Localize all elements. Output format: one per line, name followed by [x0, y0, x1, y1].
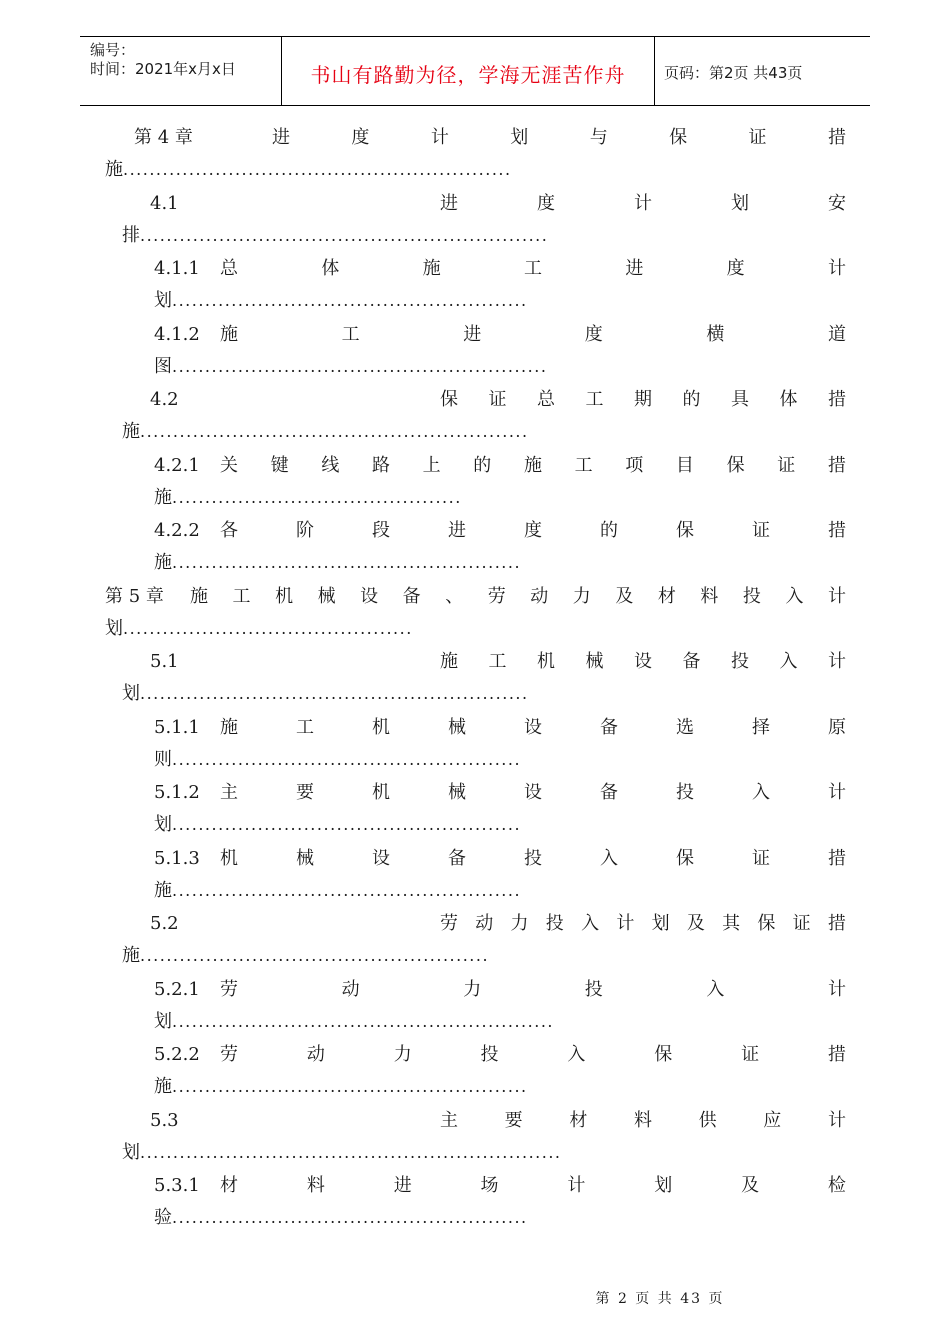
toc-title-char: 计: [634, 193, 652, 214]
toc-title-char: 供: [698, 1110, 717, 1131]
toc-title-char: 施: [220, 717, 238, 738]
toc-title-char: 机: [537, 651, 555, 672]
toc-title-char: 机: [372, 717, 390, 738]
toc-title-char: 设: [634, 651, 652, 672]
toc-title-char: 措: [827, 1044, 846, 1065]
toc-title-char: 保: [676, 520, 694, 541]
toc-entry-number: 4.2.2: [154, 520, 200, 541]
toc-leader: [154, 1205, 528, 1231]
toc-title-char: 划: [731, 193, 749, 214]
toc-title-char: 总: [537, 389, 555, 410]
toc-title-char: 线: [321, 455, 340, 476]
toc-leader: [122, 943, 489, 969]
toc-title-char: 计: [430, 127, 449, 148]
toc-title-tail: 施: [122, 945, 140, 966]
toc-title-char: 动: [530, 586, 549, 607]
toc-title-char: 措: [827, 127, 846, 148]
toc-title-char: 工: [574, 455, 593, 476]
toc-leader-dots: ..........................................................: [172, 1012, 554, 1031]
toc-title-char: 设: [372, 848, 390, 869]
toc-leader-dots: ......................................................: [172, 291, 528, 310]
toc-title-char: 保: [654, 1044, 673, 1065]
toc-entry-number: 5.1.2: [154, 782, 200, 803]
toc-leader-dots: .....................................................: [172, 815, 522, 834]
toc-title-char: 进: [272, 127, 290, 148]
toc-title-char: 计: [827, 1110, 846, 1131]
toc-title-char: 机: [275, 586, 294, 607]
toc-title-tail: 施: [154, 487, 172, 508]
toc-title-char: 划: [510, 127, 529, 148]
toc-title-char: 应: [763, 1110, 782, 1131]
toc-title-char: 横: [706, 324, 725, 345]
toc-title-char: 械: [296, 848, 314, 869]
toc-title-char: 度: [726, 258, 745, 279]
toc-leader: [122, 681, 529, 707]
toc-title-char: 主: [220, 782, 238, 803]
toc-title-char: 施: [220, 324, 238, 345]
toc-title-char: 入: [706, 979, 725, 1000]
toc-leader: [154, 878, 521, 904]
toc-title-char: 体: [779, 389, 798, 410]
toc-title-char: 动: [306, 1044, 325, 1065]
toc-title-tail: 划: [122, 683, 140, 704]
toc-leader-dots: .....................................................: [172, 553, 522, 572]
toc-entry-title: [220, 255, 846, 283]
toc-entry-number: 5.2.1: [154, 979, 200, 1000]
toc-entry-number: 4.2: [150, 389, 179, 410]
toc-title-char: 投: [524, 848, 542, 869]
toc-title-char: 工: [232, 586, 251, 607]
toc-leader-dots: .....................................................: [140, 946, 490, 965]
toc-entry-title: [190, 583, 846, 611]
toc-entry-title: [440, 648, 846, 676]
toc-leader: [122, 223, 548, 249]
toc-title-char: 工: [523, 258, 542, 279]
toc-title-char: 机: [220, 848, 238, 869]
toc-title-char: 设: [524, 782, 542, 803]
toc-title-char: 进: [440, 193, 458, 214]
toc-title-char: 劳: [440, 913, 458, 934]
toc-title-tail: 施: [105, 159, 123, 180]
toc-title-char: 划: [651, 913, 670, 934]
toc-title-char: 保: [669, 127, 688, 148]
toc-title-char: 阶: [296, 520, 314, 541]
toc-title-char: 工: [585, 389, 604, 410]
toc-title-char: 施: [190, 586, 208, 607]
toc-title-char: 械: [585, 651, 604, 672]
toc-title-char: 关: [220, 455, 238, 476]
toc-title-char: 力: [510, 913, 529, 934]
toc-title-char: 材: [220, 1175, 238, 1196]
toc-leader-dots: ............................................: [123, 619, 413, 638]
toc-title-char: 安: [828, 193, 846, 214]
toc-title-char: 劳: [487, 586, 506, 607]
toc-title-char: 场: [480, 1175, 499, 1196]
header-meta: [90, 41, 236, 79]
toc-title-char: 择: [752, 717, 770, 738]
toc-leader: [154, 1009, 554, 1035]
toc-title-char: 原: [828, 717, 846, 738]
toc-title-char: 、: [445, 586, 464, 607]
toc-title-char: 力: [393, 1044, 412, 1065]
toc-title-char: 度: [584, 324, 603, 345]
toc-title-char: 械: [448, 717, 466, 738]
toc-entry-number: 5.3: [150, 1110, 179, 1131]
toc-title-tail: 划: [154, 1011, 172, 1032]
toc-title-char: 的: [600, 520, 618, 541]
toc-leader-dots: .....................................................: [172, 881, 522, 900]
toc-title-char: 体: [321, 258, 340, 279]
toc-title-char: 目: [675, 455, 694, 476]
toc-title-char: 措: [828, 848, 846, 869]
toc-leader: [122, 1140, 562, 1166]
toc-leader-dots: ............................................: [172, 488, 462, 507]
toc-title-char: 进: [625, 258, 644, 279]
code-label: 编号：: [90, 41, 136, 59]
toc-title-char: 度: [524, 520, 542, 541]
toc-title-char: 证: [748, 127, 767, 148]
toc-title-char: 检: [827, 1175, 846, 1196]
toc-entry-number: 4.1: [150, 193, 179, 214]
toc-entry-title: [440, 1107, 846, 1135]
toc-leader: [154, 812, 521, 838]
toc-title-char: 料: [633, 1110, 652, 1131]
toc-title-char: 计: [616, 913, 635, 934]
toc-title-char: 投: [480, 1044, 499, 1065]
toc-title-char: 入: [581, 913, 600, 934]
toc-leader: [154, 485, 462, 511]
toc-title-char: 措: [827, 913, 846, 934]
toc-title-char: 及: [741, 1175, 760, 1196]
toc-entry-title: [272, 124, 846, 152]
toc-entry-title: [440, 190, 846, 218]
toc-title-char: 机: [372, 782, 390, 803]
toc-title-tail: 划: [105, 618, 123, 639]
toc-title-char: 上: [422, 455, 441, 476]
toc-title-char: 入: [567, 1044, 586, 1065]
toc-title-char: 入: [785, 586, 804, 607]
toc-title-char: 计: [828, 782, 846, 803]
toc-title-tail: 划: [122, 1142, 140, 1163]
toc-title-char: 证: [488, 389, 507, 410]
toc-leader: [122, 419, 529, 445]
document-header: [80, 36, 870, 106]
toc-title-char: 料: [700, 586, 719, 607]
toc-title-char: 证: [792, 913, 811, 934]
motto: 书山有路勤为径，学海无涯苦作舟: [310, 63, 626, 87]
toc-title-char: 划: [654, 1175, 673, 1196]
toc-entry-title: [220, 1172, 846, 1200]
toc-title-tail: 则: [154, 749, 172, 770]
toc-title-char: 与: [589, 127, 608, 148]
toc-entry-title: [220, 976, 846, 1004]
toc-title-char: 力: [572, 586, 591, 607]
toc-title-char: 保: [676, 848, 694, 869]
toc-entry-title: [220, 1041, 846, 1069]
toc-title-char: 工: [488, 651, 507, 672]
toc-title-char: 动: [475, 913, 494, 934]
toc-title-tail: 施: [154, 880, 172, 901]
toc-title-char: 进: [463, 324, 482, 345]
toc-title-char: 劳: [220, 1044, 238, 1065]
header-divider: [654, 37, 655, 105]
toc-title-char: 总: [220, 258, 238, 279]
toc-title-char: 路: [371, 455, 390, 476]
toc-title-char: 主: [440, 1110, 458, 1131]
toc-title-char: 措: [827, 455, 846, 476]
time-label: 时间：2021年x月x日: [90, 60, 236, 78]
toc-title-char: 进: [393, 1175, 412, 1196]
toc-title-char: 的: [682, 389, 701, 410]
toc-title-char: 项: [625, 455, 644, 476]
toc-leader: [154, 550, 521, 576]
toc-leader-dots: ......................................................: [172, 1208, 528, 1227]
toc-title-tail: 划: [154, 814, 172, 835]
toc-title-char: 劳: [220, 979, 238, 1000]
toc-title-tail: 排: [122, 225, 140, 246]
toc-entry-title: [220, 517, 846, 545]
toc-title-char: 及: [615, 586, 634, 607]
toc-leader-dots: ......................................................: [172, 1077, 528, 1096]
toc-entry-number: 5.2: [150, 913, 179, 934]
toc-title-char: 键: [270, 455, 289, 476]
toc-title-char: 具: [731, 389, 749, 410]
toc-title-char: 期: [634, 389, 652, 410]
toc-title-char: 保: [757, 913, 776, 934]
toc-title-char: 备: [600, 782, 618, 803]
toc-title-char: 材: [569, 1110, 588, 1131]
toc-title-char: 投: [731, 651, 749, 672]
toc-title-char: 要: [504, 1110, 523, 1131]
toc-entry-title: [440, 386, 846, 414]
toc-title-char: 备: [448, 848, 466, 869]
toc-title-char: 施: [523, 455, 542, 476]
toc-title-char: 施: [422, 258, 441, 279]
toc-title-char: 料: [306, 1175, 325, 1196]
toc-title-char: 设: [360, 586, 379, 607]
toc-title-char: 投: [584, 979, 603, 1000]
toc-title-char: 材: [657, 586, 676, 607]
toc-leader-dots: .........................................................: [172, 357, 548, 376]
toc-entry-number: 5.3.1: [154, 1175, 200, 1196]
toc-title-char: 证: [777, 455, 796, 476]
toc-title-char: 动: [341, 979, 360, 1000]
toc-title-tail: 验: [154, 1207, 172, 1228]
toc-leader-dots: ..............................................................: [140, 226, 549, 245]
toc-entry-title: [220, 321, 846, 349]
toc-title-char: 及: [686, 913, 705, 934]
toc-title-tail: 划: [154, 290, 172, 311]
toc-title-char: 入: [600, 848, 618, 869]
toc-leader: [105, 616, 413, 642]
toc-leader-dots: ...........................................................: [140, 684, 529, 703]
toc-leader-dots: ................................................................: [140, 1143, 562, 1162]
toc-title-tail: 施: [154, 552, 172, 573]
toc-entry-number: 第 5 章: [105, 586, 164, 607]
toc-entry-number: 第 4 章: [134, 127, 193, 148]
toc-leader: [105, 157, 512, 183]
toc-entry-title: [220, 714, 846, 742]
toc-title-tail: 图: [154, 356, 172, 377]
toc-title-char: 度: [351, 127, 370, 148]
toc-title-tail: 施: [154, 1076, 172, 1097]
toc-title-char: 入: [779, 651, 798, 672]
toc-title-char: 工: [296, 717, 314, 738]
toc-title-char: 其: [722, 913, 741, 934]
toc-title-char: 投: [742, 586, 761, 607]
toc-title-char: 备: [682, 651, 701, 672]
toc-title-char: 械: [448, 782, 466, 803]
toc-title-char: 械: [317, 586, 336, 607]
toc-entry-number: 5.2.2: [154, 1044, 200, 1065]
toc-title-char: 措: [828, 520, 846, 541]
page-footer: 第 2 页 共 43 页: [595, 1291, 725, 1307]
toc-leader: [154, 747, 521, 773]
page-info: 页码：第2页 共43页: [664, 64, 803, 82]
toc-title-char: 道: [827, 324, 846, 345]
toc-title-char: 选: [676, 717, 694, 738]
toc-leader: [154, 354, 547, 380]
toc-entry-title: [220, 845, 846, 873]
toc-title-char: 证: [752, 848, 770, 869]
toc-entry-number: 5.1.1: [154, 717, 200, 738]
toc-title-char: 保: [726, 455, 745, 476]
toc-title-char: 计: [567, 1175, 586, 1196]
toc-leader: [154, 288, 528, 314]
toc-entry-number: 4.1.1: [154, 258, 200, 279]
toc-leader-dots: ...........................................................: [140, 422, 529, 441]
toc-title-char: 计: [827, 258, 846, 279]
toc-title-char: 要: [296, 782, 314, 803]
toc-title-char: 工: [341, 324, 360, 345]
toc-entry-number: 5.1.3: [154, 848, 200, 869]
toc-title-char: 度: [537, 193, 555, 214]
toc-entry-number: 4.1.2: [154, 324, 200, 345]
toc-title-tail: 施: [122, 421, 140, 442]
toc-title-char: 证: [741, 1044, 760, 1065]
toc-entry-title: [220, 779, 846, 807]
toc-title-char: 计: [827, 979, 846, 1000]
toc-title-char: 措: [828, 389, 846, 410]
toc-title-char: 的: [473, 455, 492, 476]
toc-title-char: 进: [448, 520, 466, 541]
toc-leader: [154, 1074, 528, 1100]
toc-entry-title: [220, 452, 846, 480]
toc-title-char: 计: [828, 651, 846, 672]
toc-title-char: 投: [676, 782, 694, 803]
toc-title-char: 段: [372, 520, 390, 541]
toc-title-char: 施: [440, 651, 458, 672]
toc-leader-dots: .....................................................: [172, 750, 522, 769]
toc-leader-dots: ...........................................................: [123, 160, 512, 179]
toc-entry-number: 5.1: [150, 651, 179, 672]
toc-title-char: 备: [402, 586, 421, 607]
toc-entry-title: [440, 910, 846, 938]
toc-title-char: 入: [752, 782, 770, 803]
toc-entry-number: 4.2.1: [154, 455, 200, 476]
toc-title-char: 各: [220, 520, 238, 541]
toc-title-char: 备: [600, 717, 618, 738]
toc-title-char: 设: [524, 717, 542, 738]
toc-title-char: 计: [827, 586, 846, 607]
toc-title-char: 证: [752, 520, 770, 541]
toc-title-char: 保: [440, 389, 458, 410]
toc-title-char: 力: [463, 979, 482, 1000]
toc-title-char: 投: [545, 913, 564, 934]
